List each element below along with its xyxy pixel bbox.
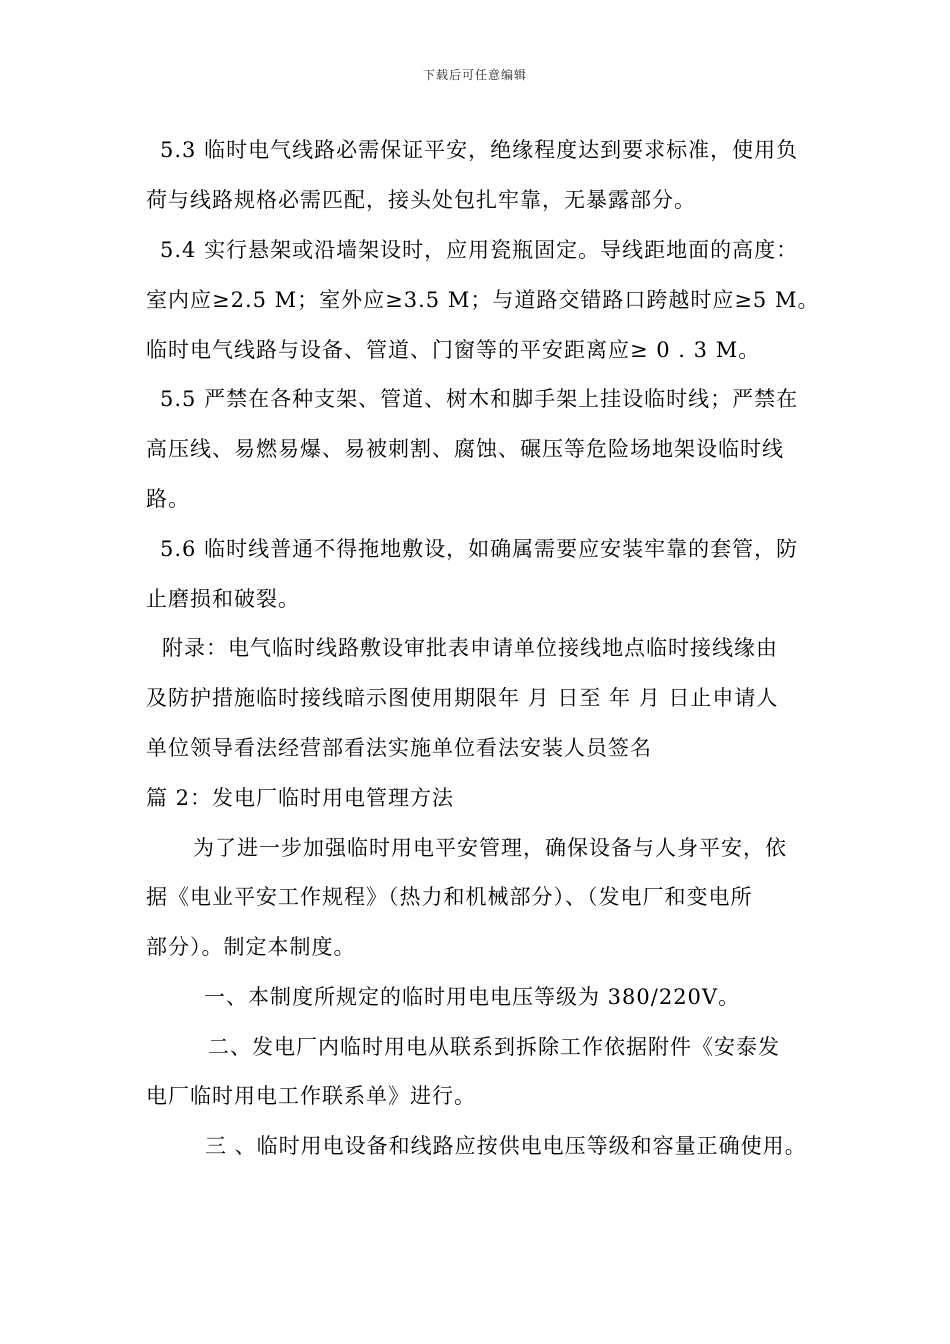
text-line-item-2-b: 电厂临时用电工作联系单》进行。 <box>146 1084 476 1108</box>
header-note: 下载后可任意编辑 <box>422 68 527 82</box>
text-line-5-5-b: 高压线、易燃易爆、易被刺割、腐蚀、碾压等危险场地架设临时线 <box>146 437 784 461</box>
text-line-5-3-a: 5.3 临时电气线路必需保证平安，绝缘程度达到要求标准，使用负 <box>160 138 799 162</box>
text-line-intro-c: 部分）。制定本制度。 <box>146 935 356 959</box>
text-line-5-6-a: 5.6 临时线普通不得拖地敷设，如确属需要应安装牢靠的套管，防 <box>160 537 799 561</box>
text-line-intro-b: 据《电业平安工作规程》（热力和机械部分）、（发电厂和变电所 <box>146 885 753 909</box>
text-line-5-4-a: 5.4 实行悬架或沿墙架设时，应用瓷瓶固定。导线距地面的高度： <box>160 238 799 262</box>
text-line-5-4-c: 临时电气线路与设备、管道、门窗等的平安距离应≥ 0 . 3 M。 <box>146 338 761 362</box>
text-line-5-6-b: 止磨损和破裂。 <box>146 587 300 611</box>
text-line-5-3-b: 荷与线路规格必需匹配，接头处包扎牢靠，无暴露部分。 <box>146 188 696 212</box>
text-line-5-5-c: 路。 <box>146 487 190 511</box>
section-heading: 篇 2：发电厂临时用电管理方法 <box>146 786 455 810</box>
text-line-appendix-a: 附录：电气临时线路敷设审批表申请单位接线地点临时接线缘由 <box>162 636 778 660</box>
text-line-appendix-c: 单位领导看法经营部看法实施单位看法安装人员签名 <box>146 736 652 760</box>
text-line-intro-a: 为了进一步加强临时用电平安管理，确保设备与人身平安，依 <box>193 836 787 860</box>
text-line-item-1: 一、本制度所规定的临时用电电压等级为 380/220V。 <box>204 985 741 1009</box>
text-line-5-4-b: 室内应≥2.5 M；室外应≥3.5 M；与道路交错路口跨越时应≥5 M。 <box>146 288 820 312</box>
text-line-item-2-a: 二、发电厂内临时用电从联系到拆除工作依据附件《安泰发 <box>208 1035 780 1059</box>
text-line-5-5-a: 5.5 严禁在各种支架、管道、树木和脚手架上挂设临时线；严禁在 <box>160 387 799 411</box>
text-line-item-3: 三 、临时用电设备和线路应按供电电压等级和容量正确使用。 <box>205 1134 807 1158</box>
text-line-appendix-b: 及防护措施临时接线暗示图使用期限年 月 日至 年 月 日止申请人 <box>146 686 779 710</box>
